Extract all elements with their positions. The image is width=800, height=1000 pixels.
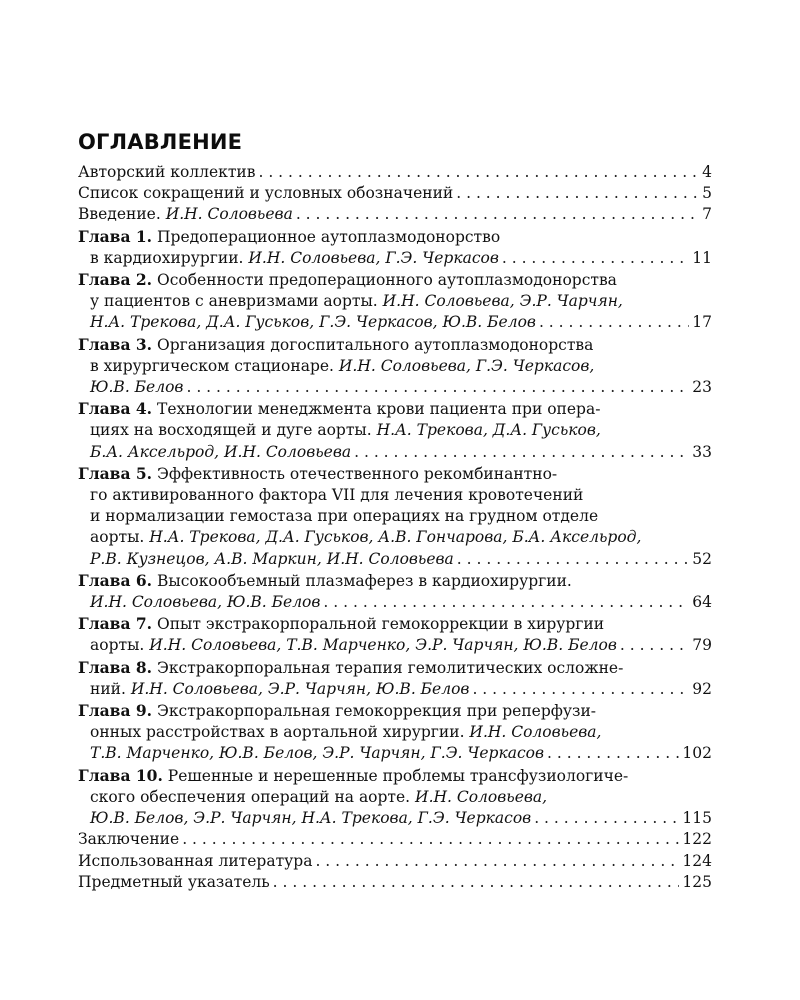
page-title: ОГЛАВЛЕНИЕ xyxy=(78,130,243,154)
toc-title-text: циях на восходящей и дуге аорты. xyxy=(90,421,377,440)
toc-line xyxy=(78,312,712,333)
toc-title-text: ского обеспечения операций на аорте. xyxy=(90,787,416,806)
toc-entry-chapter xyxy=(78,334,712,399)
toc-line-text xyxy=(78,463,557,485)
toc-line-text xyxy=(78,872,270,893)
toc-authors: И.Н. Соловьева, Э.Р. Чарчян, Ю.В. Белов xyxy=(130,679,470,698)
toc-title-text: и нормализации гемостаза при операциях на грудном отделе xyxy=(90,507,599,526)
leader-dots xyxy=(323,592,689,613)
page-number[interactable]: 23 xyxy=(692,378,712,397)
toc-line-text xyxy=(78,162,255,183)
toc-line xyxy=(78,420,712,441)
chapter-label: Глава 4. xyxy=(78,399,153,419)
toc-entry-chapter xyxy=(78,613,712,656)
toc-line-text xyxy=(78,829,179,850)
toc-authors: Б.А. Аксельрод, И.Н. Соловьева xyxy=(90,442,352,461)
toc-authors: И.Н. Соловьева, Т.В. Марченко, Э.Р. Чарчян, Ю.В. Белов xyxy=(149,636,617,655)
page-number[interactable]: 7 xyxy=(702,205,712,224)
toc-line xyxy=(78,722,712,743)
toc-authors: И.Н. Соловьева xyxy=(165,205,293,224)
toc-line xyxy=(78,613,712,635)
page-number[interactable]: 33 xyxy=(692,442,712,461)
page-number[interactable]: 79 xyxy=(692,636,712,655)
toc-entry-chapter xyxy=(78,765,712,830)
toc-line xyxy=(78,679,712,700)
toc-authors: И.Н. Соловьева, Ю.В. Белов xyxy=(90,593,321,612)
toc-title-text: Организация догоспитального аутоплазмодонорства xyxy=(152,335,594,354)
toc-authors: Т.В. Марченко, Ю.В. Белов, Э.Р. Чарчян, Г.Э. Черкасов xyxy=(90,744,545,763)
toc-entry-chapter xyxy=(78,570,712,613)
toc-line-text xyxy=(90,377,183,398)
toc-line-text xyxy=(78,657,623,679)
toc-title-text: Решенные и нерешенные проблемы трансфузиологиче- xyxy=(162,766,629,785)
toc-title-text: аорты. xyxy=(90,636,150,655)
toc-entry-chapter xyxy=(78,226,712,269)
toc-entry xyxy=(78,162,712,183)
toc-line xyxy=(78,743,712,764)
toc-line-text xyxy=(78,613,604,635)
toc-line-text xyxy=(90,291,623,312)
toc-line xyxy=(78,183,712,204)
toc-line-text xyxy=(78,269,617,291)
toc-authors: И.Н. Соловьева, xyxy=(415,787,548,806)
toc-line xyxy=(78,765,712,787)
chapter-label: Глава 2. xyxy=(78,270,153,290)
toc-line xyxy=(78,700,712,722)
chapter-label: Глава 9. xyxy=(78,701,153,721)
toc-line xyxy=(78,506,712,527)
toc-authors: И.Н. Соловьева, xyxy=(469,723,602,742)
toc-page xyxy=(78,128,712,893)
toc-line-text xyxy=(90,787,547,808)
toc-authors: Р.В. Кузнецов, А.В. Маркин, И.Н. Соловьева xyxy=(90,549,454,568)
toc-entry xyxy=(78,204,712,225)
toc-authors: Ю.В. Белов, Э.Р. Чарчян, Н.А. Трекова, Г.Э. Черкасов xyxy=(90,809,532,828)
chapter-label: Глава 3. xyxy=(78,334,153,354)
toc-line xyxy=(78,463,712,485)
toc-authors: И.Н. Соловьева, Э.Р. Чарчян, xyxy=(382,292,623,311)
toc-line-text xyxy=(90,485,583,506)
toc-line-text xyxy=(78,204,293,225)
toc-line xyxy=(78,291,712,312)
toc-line-text xyxy=(78,226,500,248)
toc-title-text: у пациентов с аневризмами аорты. xyxy=(90,292,383,311)
toc-line-text xyxy=(78,398,600,420)
toc-line-text xyxy=(78,765,628,787)
toc-authors: И.Н. Соловьева, Г.Э. Черкасов xyxy=(248,248,499,267)
toc-title-text: Особенности предоперационного аутоплазмодонорства xyxy=(152,271,617,290)
leader-dots xyxy=(315,851,679,872)
page-number[interactable]: 64 xyxy=(692,593,712,612)
toc-line-text xyxy=(90,808,531,829)
toc-line xyxy=(78,377,712,398)
page-number[interactable]: 17 xyxy=(692,313,712,332)
toc-line xyxy=(78,398,712,420)
page-number[interactable]: 5 xyxy=(702,184,712,203)
toc-title-text: Предоперационное аутоплазмодонорство xyxy=(152,227,501,246)
page-number[interactable]: 115 xyxy=(682,809,712,828)
toc-line xyxy=(78,162,712,183)
toc-title-text: в хирургическом стационаре. xyxy=(90,356,339,375)
page-number[interactable]: 4 xyxy=(702,163,712,181)
toc-line xyxy=(78,334,712,356)
toc-line-text xyxy=(90,679,469,700)
toc-entry-chapter xyxy=(78,657,712,700)
toc-entry-chapter xyxy=(78,398,712,463)
toc-line xyxy=(78,592,712,613)
leader-dots xyxy=(273,872,680,893)
toc-title-text: Предметный указатель xyxy=(78,872,270,891)
toc-line xyxy=(78,485,712,506)
toc-entry xyxy=(78,829,712,850)
toc-line-text xyxy=(90,635,617,656)
toc-line-text xyxy=(78,851,312,872)
toc-title-text: ний. xyxy=(90,679,131,698)
leader-dots xyxy=(502,248,689,269)
leader-dots xyxy=(258,162,699,183)
toc-line xyxy=(78,570,712,592)
toc-authors: И.Н. Соловьева, Г.Э. Черкасов, xyxy=(338,356,595,375)
toc-title-text: Авторский коллектив xyxy=(78,163,256,181)
toc-line xyxy=(78,442,712,463)
toc-entry-chapter xyxy=(78,700,712,765)
toc-line xyxy=(78,527,712,548)
toc-line-text xyxy=(90,592,320,613)
toc-title-text: Высокообъемный плазмаферез в кардиохирургии. xyxy=(152,571,572,590)
leader-dots xyxy=(472,679,689,700)
toc-entry xyxy=(78,851,712,872)
chapter-label: Глава 6. xyxy=(78,570,153,590)
toc-line-text xyxy=(90,527,641,548)
toc-entry-chapter xyxy=(78,463,712,570)
toc-title-text: Использованная литература xyxy=(78,851,313,870)
toc-title-text: го активированного фактора VII для лечения кровотечений xyxy=(90,486,584,505)
page-number[interactable]: 92 xyxy=(692,679,712,698)
toc-title-text: в кардиохирургии. xyxy=(90,248,249,267)
toc-line-text xyxy=(90,442,351,463)
toc-title-text: Экстракорпоральная гемокоррекция при реперфузи- xyxy=(152,702,597,721)
page-number[interactable]: 124 xyxy=(682,851,712,870)
chapter-label: Глава 7. xyxy=(78,614,153,634)
toc-authors: Н.А. Трекова, Д.А. Гуськов, Г.Э. Черкасов, Ю.В. Белов xyxy=(90,313,536,332)
leader-dots xyxy=(182,829,679,850)
toc-line xyxy=(78,248,712,269)
leader-dots xyxy=(547,743,679,764)
page-number[interactable]: 125 xyxy=(682,872,712,891)
toc-line-text xyxy=(90,722,601,743)
toc-line xyxy=(78,269,712,291)
toc-line-text xyxy=(90,743,544,764)
toc-title-text: Опыт экстракорпоральной гемокоррекции в хирургии xyxy=(152,615,605,634)
chapter-label: Глава 5. xyxy=(78,463,153,483)
toc-line xyxy=(78,787,712,808)
toc-line-text xyxy=(78,700,596,722)
leader-dots xyxy=(186,377,689,398)
chapter-label: Глава 1. xyxy=(78,226,153,246)
leader-dots xyxy=(457,549,689,570)
toc-entry-chapter xyxy=(78,269,712,334)
toc-title-text: Эффективность отечественного рекомбинантно- xyxy=(152,464,558,483)
toc-line xyxy=(78,872,712,893)
toc-line-text xyxy=(90,248,499,269)
toc-line-text xyxy=(90,312,536,333)
chapter-label: Глава 8. xyxy=(78,657,153,677)
leader-dots xyxy=(354,442,689,463)
leader-dots xyxy=(539,312,689,333)
toc-entry xyxy=(78,183,712,204)
toc-title-text: аорты. xyxy=(90,528,150,547)
page-number[interactable]: 122 xyxy=(682,830,712,849)
toc-line xyxy=(78,808,712,829)
page-number[interactable]: 52 xyxy=(692,549,712,568)
toc-line xyxy=(78,226,712,248)
toc-line xyxy=(78,356,712,377)
toc-title-text: Заключение xyxy=(78,830,180,849)
leader-dots xyxy=(620,635,689,656)
page-number[interactable]: 102 xyxy=(682,744,712,763)
toc-title-text: Введение. xyxy=(78,205,166,224)
toc-title-text: онных расстройствах в аортальной хирургии. xyxy=(90,723,470,742)
toc-authors: Н.А. Трекова, Д.А. Гуськов, А.В. Гончарова, Б.А. Аксельрод, xyxy=(149,528,642,547)
chapter-label: Глава 10. xyxy=(78,765,163,785)
toc-line-text xyxy=(78,570,572,592)
toc-line-text xyxy=(90,506,598,527)
toc-authors: Н.А. Трекова, Д.А. Гуськов, xyxy=(376,421,601,440)
toc-list xyxy=(78,162,712,893)
toc-line xyxy=(78,204,712,225)
toc-title-text: Технологии менеджмента крови пациента при опера- xyxy=(152,400,601,419)
toc-title-text: Список сокращений и условных обозначений xyxy=(78,184,454,203)
toc-line-text xyxy=(90,356,594,377)
toc-line xyxy=(78,829,712,850)
toc-title-text: Экстракорпоральная терапия гемолитических осложне- xyxy=(152,658,624,677)
toc-line xyxy=(78,657,712,679)
toc-line xyxy=(78,851,712,872)
toc-line xyxy=(78,635,712,656)
toc-line-text xyxy=(90,549,454,570)
toc-line-text xyxy=(90,420,601,441)
toc-line-text xyxy=(78,334,593,356)
leader-dots xyxy=(534,808,679,829)
toc-authors: Ю.В. Белов xyxy=(90,378,184,397)
toc-line xyxy=(78,549,712,570)
leader-dots xyxy=(456,183,699,204)
page-number[interactable]: 11 xyxy=(692,248,712,267)
toc-line-text xyxy=(78,183,453,204)
leader-dots xyxy=(296,204,699,225)
toc-entry xyxy=(78,872,712,893)
